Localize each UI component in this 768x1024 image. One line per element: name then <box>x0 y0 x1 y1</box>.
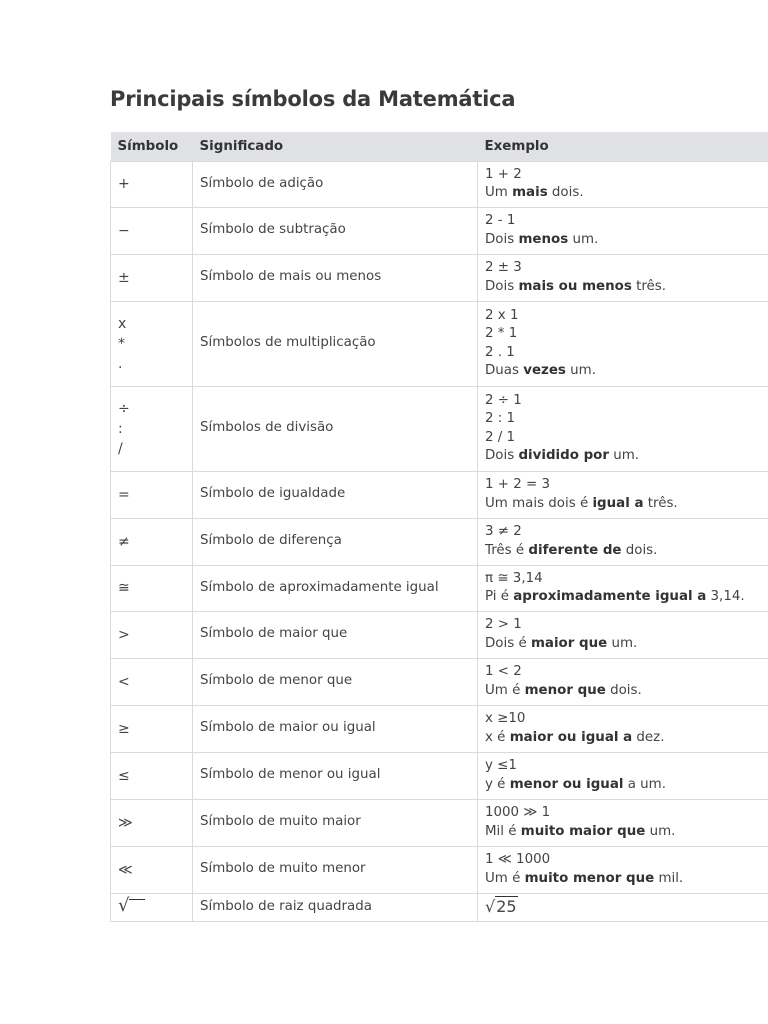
sentence-emphasis: menos <box>518 231 569 247</box>
example-cell <box>478 207 768 254</box>
example-expression: 2 - 1 <box>485 213 516 228</box>
symbol-cell <box>111 207 193 254</box>
page-title: Principais símbolos da Matemática <box>110 87 516 111</box>
table-row <box>111 386 768 471</box>
sentence-text: x é <box>485 729 510 745</box>
sentence-text: Pi é <box>485 589 514 604</box>
example-sentence <box>485 542 762 561</box>
header-example: Exemplo <box>484 138 549 154</box>
example-cell <box>478 161 768 207</box>
sentence-text: Duas <box>485 363 524 378</box>
sentence-text: dois. <box>621 542 658 558</box>
symbol-cell <box>111 611 193 658</box>
sentence-text: Mil é <box>485 823 521 839</box>
symbol-glyph: < <box>118 673 130 690</box>
example-sentence <box>485 776 762 795</box>
symbol-glyph: ÷ <box>118 400 130 417</box>
example-sentence <box>485 447 762 466</box>
example-expression: 2 . 1 <box>485 344 515 360</box>
sentence-text: dois. <box>605 682 642 698</box>
sentence-emphasis: mais ou menos <box>518 278 632 294</box>
sentence-text: três. <box>631 278 667 294</box>
symbol-cell <box>111 301 193 386</box>
symbol-cell <box>111 846 193 893</box>
sentence-text: dez. <box>632 729 665 745</box>
example-cell <box>478 386 768 471</box>
symbol-glyph: . <box>118 355 123 372</box>
sentence-text: Um é <box>485 682 525 698</box>
sentence-text: dois. <box>547 185 584 200</box>
meaning-cell: Símbolo de muito maior <box>193 799 478 846</box>
symbol-glyph: + <box>118 176 130 192</box>
sentence-text: um. <box>568 231 599 247</box>
table-row <box>111 301 768 386</box>
symbol-glyph: * <box>118 335 125 352</box>
sentence-text: Dois <box>485 448 519 463</box>
sentence-text: Um mais dois é <box>485 495 593 511</box>
sentence-emphasis: dividido por <box>518 448 609 463</box>
example-cell <box>478 518 768 565</box>
symbol-glyph: ± <box>118 269 130 286</box>
sentence-emphasis: diferente de <box>528 542 622 558</box>
header-symbol: Símbolo <box>117 138 179 154</box>
symbol-glyph: √ <box>118 897 185 917</box>
table-row <box>111 752 768 799</box>
sentence-emphasis: menor ou igual <box>509 776 624 792</box>
meaning-cell: Símbolo de aproximadamente igual <box>193 565 478 611</box>
example-sentence <box>485 231 762 250</box>
header-meaning: Significado <box>199 138 284 154</box>
sentence-emphasis: muito maior que <box>520 823 646 839</box>
example-expression: 1 < 2 <box>485 664 522 679</box>
symbol-glyph: ≅ <box>118 580 130 596</box>
example-expression: 1000 ≫ 1 <box>485 805 551 820</box>
meaning-cell: Símbolos de divisão <box>193 386 478 471</box>
example-sentence <box>485 362 762 381</box>
table-header-row <box>111 132 768 161</box>
sentence-text: mil. <box>654 870 684 886</box>
example-sentence <box>485 682 762 701</box>
example-sentence <box>485 278 762 297</box>
sentence-emphasis: aproximadamente igual a <box>513 589 707 604</box>
example-sentence <box>485 635 762 654</box>
meaning-cell: Símbolo de menor que <box>193 658 478 705</box>
example-expression: π ≅ 3,14 <box>485 570 543 586</box>
example-cell <box>478 301 768 386</box>
sentence-text: um. <box>565 363 596 378</box>
table-row <box>111 518 768 565</box>
symbol-glyph: ≪ <box>118 861 133 878</box>
symbol-glyph: ≠ <box>118 533 130 550</box>
sentence-text: a um. <box>623 776 666 792</box>
meaning-cell: Símbolo de diferença <box>193 518 478 565</box>
symbol-cell <box>111 161 193 207</box>
table-row <box>111 799 768 846</box>
table-row <box>111 658 768 705</box>
example-cell <box>478 752 768 799</box>
sentence-text: Dois <box>485 231 519 247</box>
symbol-glyph: − <box>118 222 130 239</box>
sentence-text: um. <box>608 448 640 463</box>
sqrt-radicand: 25 <box>496 896 517 916</box>
sentence-text: um. <box>607 635 638 651</box>
table-row <box>111 565 768 611</box>
meaning-cell: Símbolos de multiplicação <box>193 301 478 386</box>
table-body <box>111 161 768 921</box>
sentence-emphasis: muito menor que <box>524 870 655 886</box>
meaning-cell: Símbolo de muito menor <box>193 846 478 893</box>
sentence-text: y é <box>485 776 510 792</box>
symbol-cell <box>111 658 193 705</box>
sentence-text: Um é <box>485 870 525 886</box>
example-sentence <box>485 184 762 203</box>
example-expression: x ≥10 <box>485 711 526 726</box>
example-expression: 1 ≪ 1000 <box>485 852 551 867</box>
example-cell <box>478 893 768 921</box>
symbol-glyph: ≤ <box>118 767 130 784</box>
meaning-cell: Símbolo de menor ou igual <box>193 752 478 799</box>
symbol-glyph: / <box>118 440 123 457</box>
example-cell <box>478 799 768 846</box>
symbol-glyph: ≫ <box>118 814 133 831</box>
example-cell <box>478 471 768 518</box>
table-row <box>111 207 768 254</box>
symbol-cell <box>111 893 193 921</box>
example-cell <box>478 846 768 893</box>
sentence-text: Um <box>485 185 513 200</box>
sentence-emphasis: vezes <box>523 363 566 378</box>
example-cell <box>478 705 768 752</box>
table-row <box>111 705 768 752</box>
symbol-cell <box>111 386 193 471</box>
example-sentence <box>485 823 762 842</box>
table-row <box>111 471 768 518</box>
sentence-text: três. <box>643 495 678 511</box>
symbol-glyph: = <box>118 486 130 503</box>
symbol-glyph: > <box>118 626 130 643</box>
example-expression: 2 : 1 <box>485 411 516 426</box>
table-row <box>111 846 768 893</box>
sqrt-expression <box>485 898 762 917</box>
symbol-glyph: x <box>118 315 127 332</box>
example-expression: 2 * 1 <box>485 326 518 341</box>
example-sentence <box>485 495 762 514</box>
symbol-cell <box>111 254 193 301</box>
example-sentence <box>485 870 762 889</box>
table-row <box>111 254 768 301</box>
meaning-cell: Símbolo de mais ou menos <box>193 254 478 301</box>
example-expression: 1 + 2 <box>485 166 522 182</box>
sentence-emphasis: menor que <box>524 682 606 698</box>
symbol-cell <box>111 471 193 518</box>
meaning-cell: Símbolo de igualdade <box>193 471 478 518</box>
sentence-text: um. <box>645 823 676 839</box>
example-sentence <box>485 588 762 607</box>
symbol-cell <box>111 565 193 611</box>
symbol-cell <box>111 799 193 846</box>
meaning-cell: Símbolo de maior ou igual <box>193 705 478 752</box>
meaning-cell: Símbolo de maior que <box>193 611 478 658</box>
example-expression: 2 ± 3 <box>485 260 522 275</box>
example-expression: 2 ÷ 1 <box>485 392 522 408</box>
sqrt-sign: √ <box>485 896 496 916</box>
example-cell <box>478 565 768 611</box>
sentence-emphasis: mais <box>512 185 548 200</box>
symbol-cell <box>111 705 193 752</box>
sentence-emphasis: igual a <box>592 495 644 511</box>
example-expression: 1 + 2 = 3 <box>485 477 551 492</box>
sentence-emphasis: maior ou igual a <box>509 729 633 745</box>
symbols-table <box>110 132 768 922</box>
example-expression: 3 ≠ 2 <box>485 524 522 539</box>
sentence-text: 3,14. <box>706 589 745 604</box>
sentence-text: Dois <box>485 278 519 294</box>
example-expression: y ≤1 <box>485 758 517 773</box>
table-row <box>111 611 768 658</box>
meaning-cell: Símbolo de subtração <box>193 207 478 254</box>
table-row <box>111 161 768 207</box>
example-sentence <box>485 729 762 748</box>
example-cell <box>478 611 768 658</box>
sentence-emphasis: maior que <box>530 635 608 651</box>
symbol-cell <box>111 752 193 799</box>
meaning-cell: Símbolo de adição <box>193 161 478 207</box>
table-row <box>111 893 768 921</box>
example-expression: 2 > 1 <box>485 617 522 632</box>
example-expression: 2 x 1 <box>485 307 519 323</box>
sentence-text: Dois é <box>485 635 531 651</box>
symbol-glyph: : <box>118 420 123 437</box>
example-cell <box>478 658 768 705</box>
symbol-glyph: ≥ <box>118 720 130 737</box>
example-expression: 2 / 1 <box>485 429 516 445</box>
sentence-text: Três é <box>485 542 529 558</box>
symbol-cell <box>111 518 193 565</box>
example-cell <box>478 254 768 301</box>
meaning-cell: Símbolo de raiz quadrada <box>193 893 478 921</box>
